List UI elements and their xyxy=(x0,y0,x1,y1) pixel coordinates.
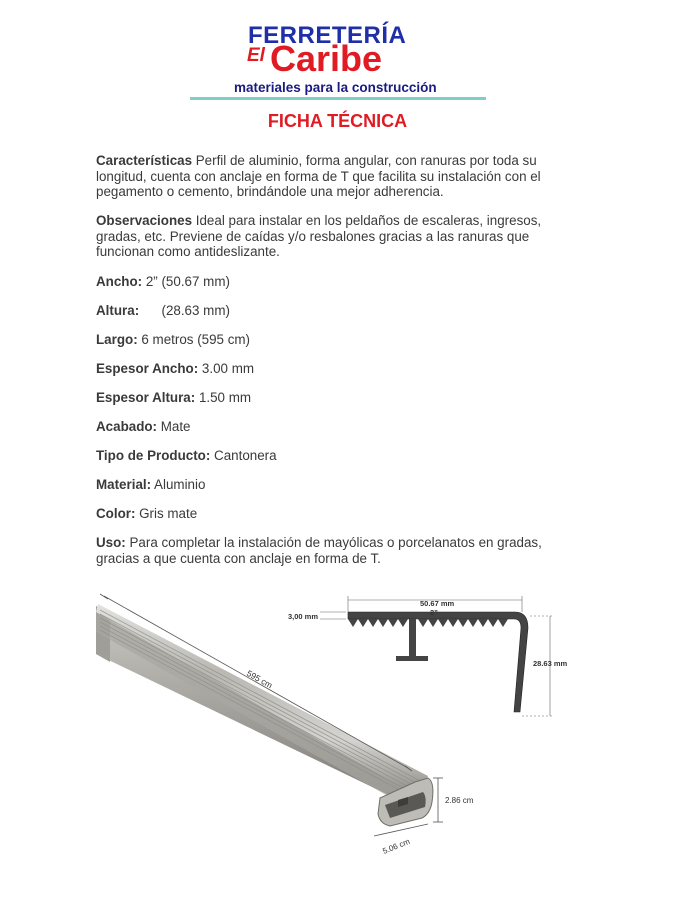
section-width-in: 2” xyxy=(430,608,438,617)
spec-label: Largo: xyxy=(96,331,138,347)
section-thickness-label: 3,00 mm xyxy=(288,612,319,621)
spec-row-material xyxy=(96,477,566,493)
spec-label: Material: xyxy=(96,477,152,493)
spec-value: Cantonera xyxy=(210,448,277,464)
spec-value: Mate xyxy=(157,419,191,435)
spec-value: Gris mate xyxy=(135,506,198,522)
spec-value: 1.50 mm xyxy=(195,389,252,405)
page-title: FICHA TÉCNICA xyxy=(267,111,408,131)
logo-caribe: Caribe xyxy=(270,38,383,79)
spec-label: Tipo de Producto: xyxy=(96,448,211,464)
caracteristicas-label: Características xyxy=(96,153,193,168)
height-dimension xyxy=(433,778,443,822)
spec-row-tipo xyxy=(96,448,566,464)
spec-label: Ancho: xyxy=(96,273,143,289)
spec-content xyxy=(96,153,566,580)
width-dimension xyxy=(374,824,428,836)
observaciones-text: Ideal para instalar en los peldaños de escaleras, ingresos, gradas, etc. Previene de caídas y/o resbalones gracias a las ranuras que funcionan como antideslizante. xyxy=(96,213,542,260)
spec-row-acabado xyxy=(96,419,566,435)
spec-value: 6 metros (595 cm) xyxy=(137,331,251,347)
spec-value: 3.00 mm xyxy=(198,360,254,376)
spec-row-altura xyxy=(96,303,566,319)
spec-label: Color: xyxy=(96,506,136,522)
uso-label: Uso: xyxy=(96,535,126,551)
spec-row-color xyxy=(96,506,566,522)
section-width-mm: 50.67 mm xyxy=(420,599,455,608)
caracteristicas-paragraph xyxy=(96,153,566,200)
logo-divider xyxy=(190,97,486,100)
logo-tagline: materiales para la construcción xyxy=(234,80,437,95)
observaciones-paragraph xyxy=(96,213,566,260)
height-label: 2.86 cm xyxy=(445,796,474,805)
spec-row-espesor-altura xyxy=(96,390,566,406)
width-label: 5.06 cm xyxy=(381,836,412,856)
spec-label: Espesor Altura: xyxy=(96,389,196,405)
spec-label: Altura: xyxy=(96,302,140,318)
spec-label: Espesor Ancho: xyxy=(96,360,199,376)
length-label: 595 cm xyxy=(245,668,275,691)
spec-value: Aluminio xyxy=(151,477,206,493)
uso-paragraph xyxy=(96,535,566,566)
section-height-label: 28.63 mm xyxy=(533,659,568,668)
product-figure xyxy=(90,592,590,877)
uso-text: Para completar la instalación de mayólicas o porcelanatos en gradas, gracias a que cuenta con anclaje en forma de T. xyxy=(96,535,542,566)
spec-row-largo xyxy=(96,332,566,348)
caracteristicas-text: Perfil de aluminio, forma angular, con ranuras por toda su longitud, cuenta con anclaje en forma de T que facilita su instalación con el pegamento o cemento, brindándole una mejor adherencia. xyxy=(96,153,541,200)
spec-label: Acabado: xyxy=(96,419,158,435)
spec-value: (28.63 mm) xyxy=(139,302,230,318)
observaciones-label: Observaciones xyxy=(96,213,193,229)
profile-3d-image xyxy=(96,604,433,826)
logo-ferreteria: FERRETERÍA xyxy=(248,22,407,49)
logo xyxy=(234,22,490,102)
logo-el: El xyxy=(247,45,265,66)
spec-value: 2” (50.67 mm) xyxy=(142,273,230,289)
spec-row-espesor-ancho xyxy=(96,361,566,377)
spec-row-ancho xyxy=(96,274,566,290)
